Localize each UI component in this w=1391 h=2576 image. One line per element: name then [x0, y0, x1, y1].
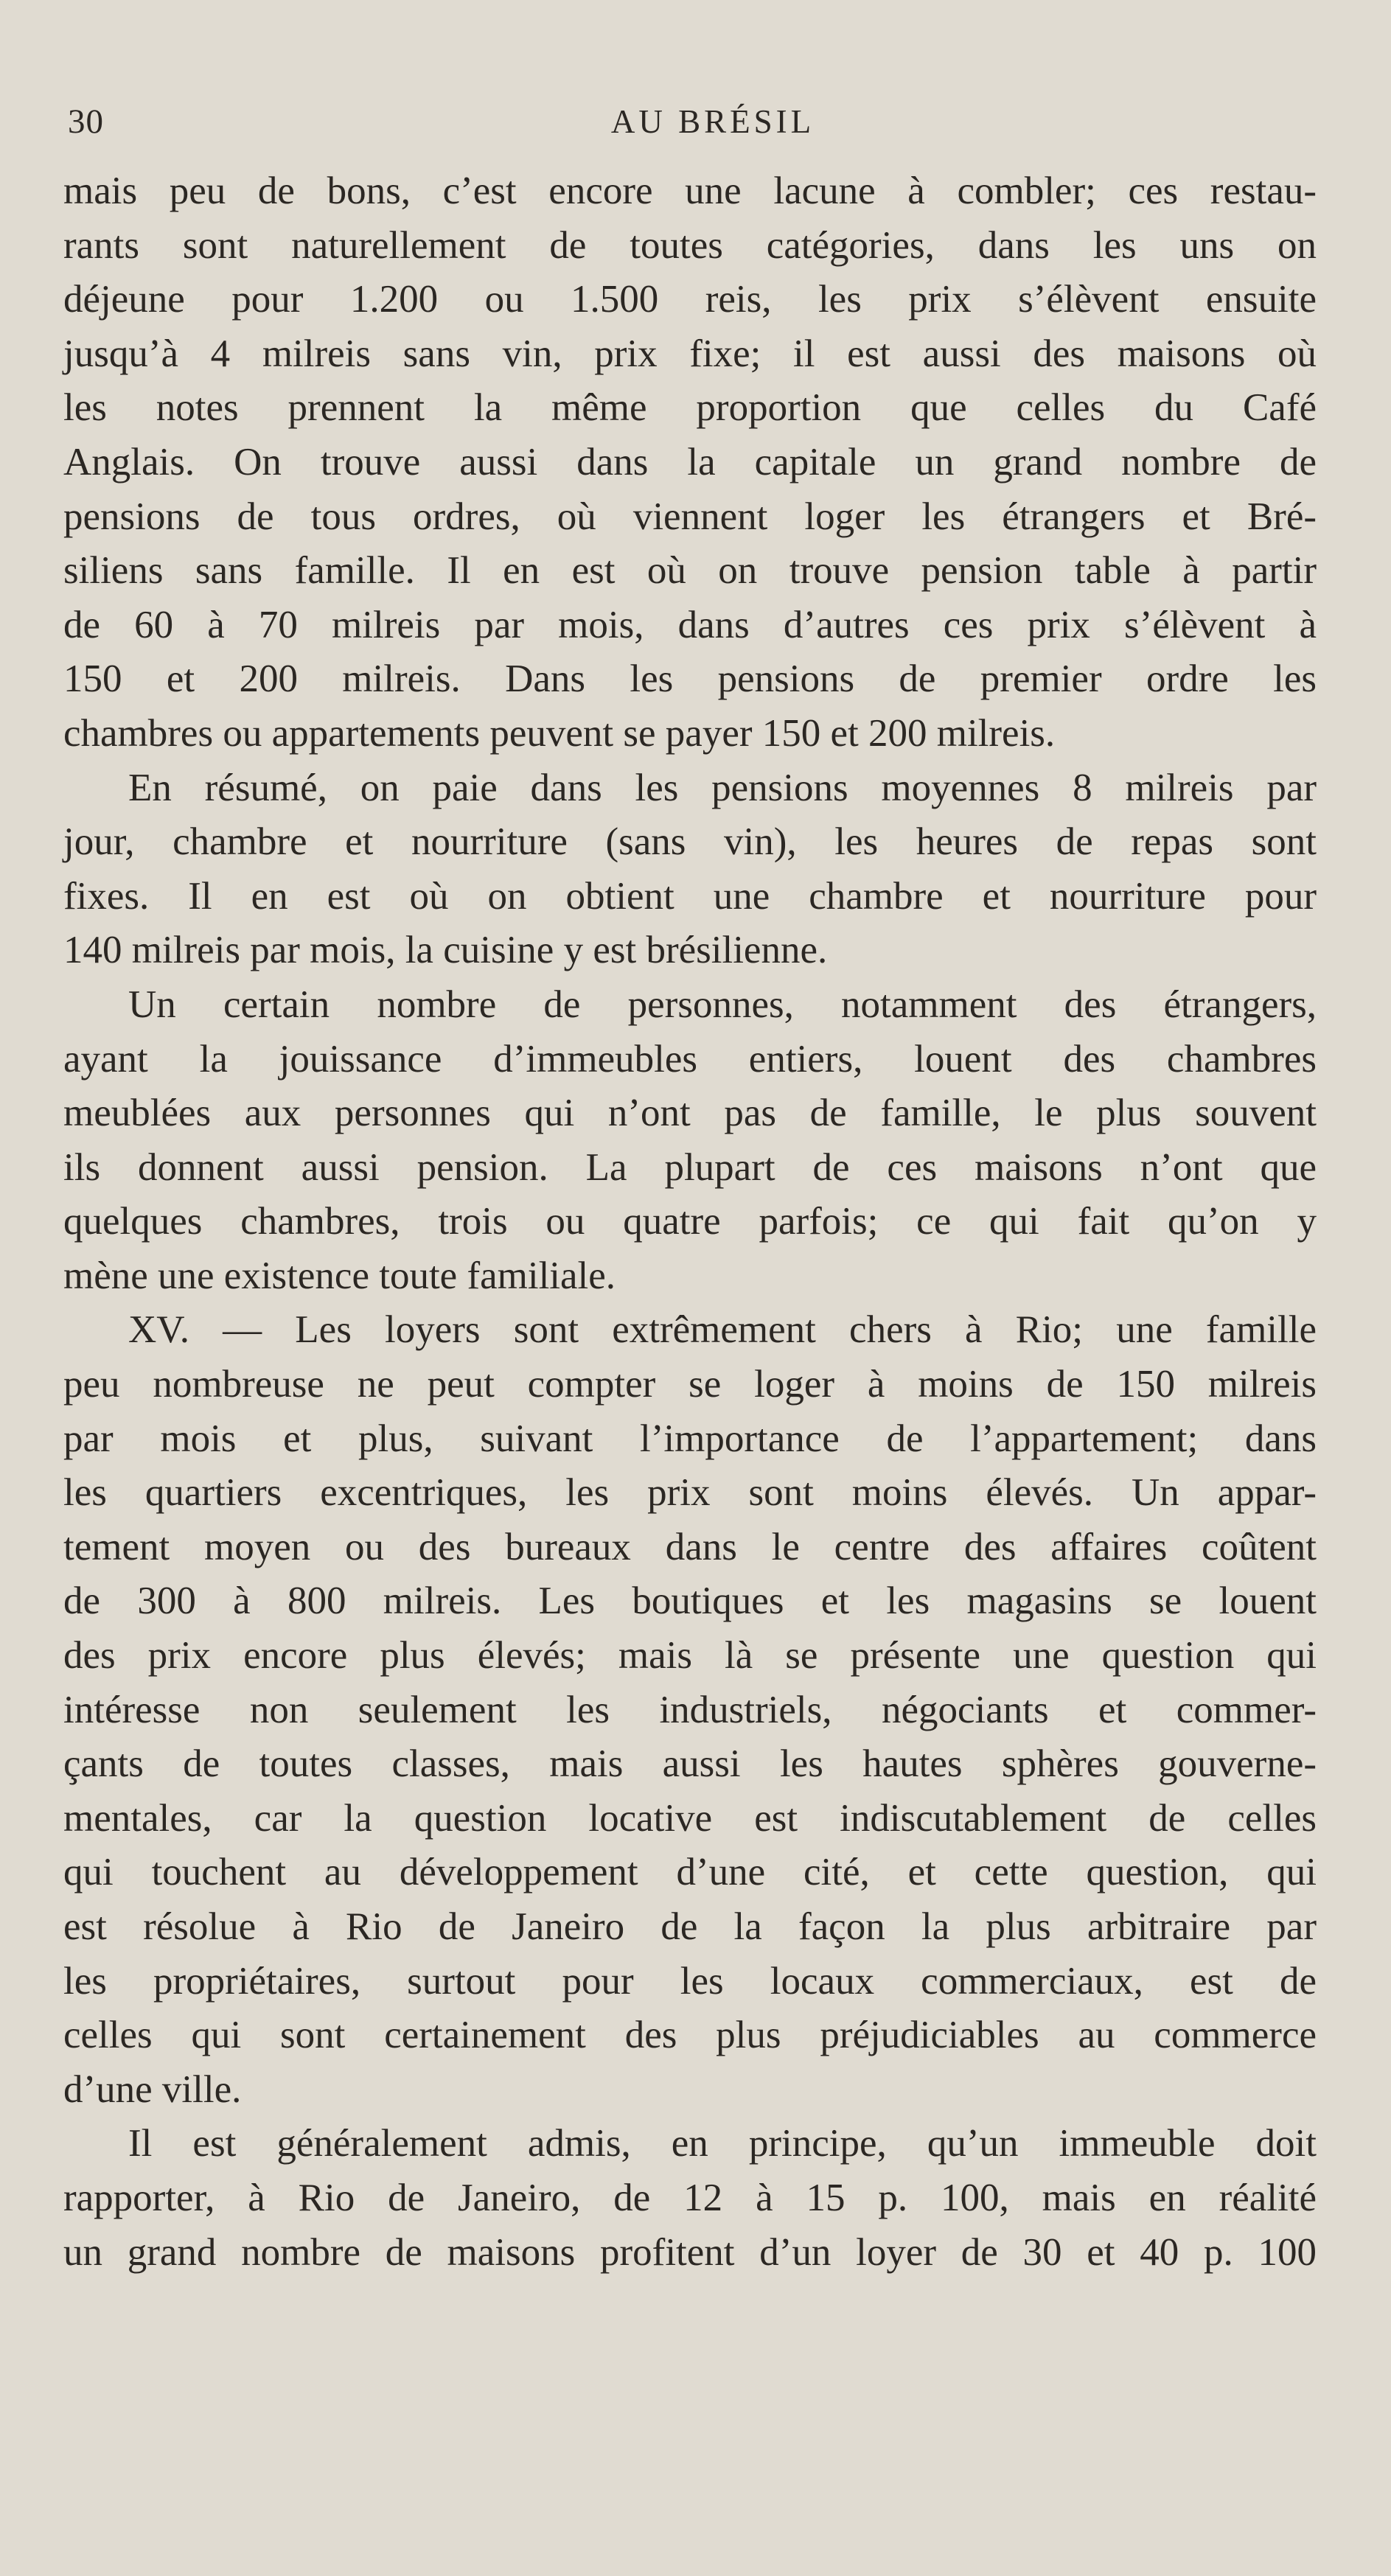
text-line: celles qui sont certainement des plus préjudiciables au commerce — [63, 2014, 1317, 2057]
text-line: siliens sans famille. Il en est où on trouve pension table à partir — [63, 549, 1317, 593]
page-header — [68, 96, 1328, 147]
paragraph-first-line: XV. — Les loyers sont extrêmement chers à Rio; une famille — [128, 1308, 1317, 1352]
text-line: jour, chambre et nourriture (sans vin), les heures de repas sont — [63, 820, 1317, 864]
running-head: AU BRÉSIL — [610, 103, 815, 140]
paragraph-first-line: En résumé, on paie dans les pensions moyennes 8 milreis par — [128, 766, 1317, 809]
text-line: rants sont naturellement de toutes catégories, dans les uns on — [63, 223, 1317, 267]
text-line: mentales, car la question locative est indiscutablement de celles — [63, 1796, 1317, 1840]
text-line: tement moyen ou des bureaux dans le centre des affaires coûtent — [63, 1525, 1317, 1568]
text-line: les quartiers excentriques, les prix sont moins élevés. Un appar- — [63, 1471, 1317, 1515]
text-line: meublées aux personnes qui n’ont pas de famille, le plus souvent — [63, 1092, 1317, 1135]
text-line: 150 et 200 milreis. Dans les pensions de premier ordre les — [63, 657, 1317, 701]
text-line: des prix encore plus élevés; mais là se présente une question qui — [63, 1634, 1317, 1678]
text-line: mène une existence toute familiale. — [63, 1254, 616, 1297]
text-line: est résolue à Rio de Janeiro de la façon la plus arbitraire par — [63, 1905, 1317, 1948]
text-line: d’une ville. — [63, 2067, 242, 2111]
text-line: peu nombreuse ne peut compter se loger à moins de 150 milreis — [63, 1363, 1317, 1406]
text-line: les propriétaires, surtout pour les locaux commerciaux, est de — [63, 1959, 1317, 2003]
text-line: ils donnent aussi pension. La plupart de ces maisons n’ont que — [63, 1145, 1317, 1189]
text-line: de 60 à 70 milreis par mois, dans d’autres ces prix s’élèvent à — [63, 603, 1317, 646]
text-line: les notes prennent la même proportion que celles du Café — [63, 386, 1317, 430]
text-line: mais peu de bons, c’est encore une lacune à combler; ces restau- — [63, 170, 1317, 212]
body-text — [63, 164, 1317, 2280]
text-line: chambres ou appartements peuvent se payer 150 et 200 milreis. — [63, 711, 1056, 755]
text-line: quelques chambres, trois ou quatre parfois; ce qui fait qu’on y — [63, 1200, 1317, 1243]
page-number: 30 — [68, 102, 104, 141]
text-line: pensions de tous ordres, où viennent loger les étrangers et Bré- — [63, 495, 1317, 538]
text-line: qui touchent au développement d’une cité, et cette question, qui — [63, 1851, 1317, 1894]
text-line: çants de toutes classes, mais aussi les hautes sphères gouverne- — [63, 1742, 1317, 1786]
text-line: fixes. Il en est où on obtient une chambre et nourriture pour — [63, 874, 1317, 918]
text-line: de 300 à 800 milreis. Les boutiques et les magasins se louent — [63, 1580, 1317, 1623]
text-line: déjeune pour 1.200 ou 1.500 reis, les prix s’élèvent ensuite — [63, 278, 1317, 321]
text-line: intéresse non seulement les industriels, négociants et commer- — [63, 1688, 1317, 1731]
paragraph-first-line: Il est généralement admis, en principe, qu’un immeuble doit — [128, 2122, 1317, 2165]
text-line: jusqu’à 4 milreis sans vin, prix fixe; il est aussi des maisons où — [63, 332, 1317, 375]
text-line: Anglais. On trouve aussi dans la capitale un grand nombre de — [63, 440, 1317, 484]
text-line: 140 milreis par mois, la cuisine y est brésilienne. — [63, 929, 828, 972]
text-line: rapporter, à Rio de Janeiro, de 12 à 15 p. 100, mais en réalité — [63, 2176, 1317, 2219]
paragraph-first-line: Un certain nombre de personnes, notamment des étrangers, — [128, 982, 1317, 1026]
text-line: par mois et plus, suivant l’importance de l’appartement; dans — [63, 1417, 1317, 1460]
text-line: ayant la jouissance d’immeubles entiers, louent des chambres — [63, 1037, 1317, 1081]
text-line: un grand nombre de maisons profitent d’un loyer de 30 et 40 p. 100 — [63, 2230, 1317, 2274]
